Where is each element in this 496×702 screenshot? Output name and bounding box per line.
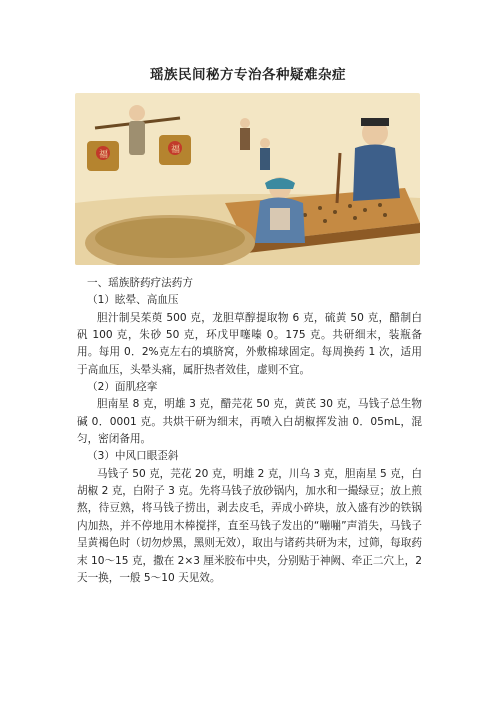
- subsection-heading: （2）面肌痉挛: [87, 381, 158, 394]
- sign-char-left: 福: [99, 150, 109, 160]
- body-paragraph: 胆南星 8 克，明雄 3 克，醋芫花 50 克，黄芪 30 克，马钱子总生物碱 0．0001 克。共烘干研为细末，再喷入白胡椒挥发油 0．05mL，混匀，密闭备用。: [77, 398, 422, 446]
- document-title: 瑶族民间秘方专治各种疑难杂症: [150, 67, 346, 83]
- subsection-heading: （3）中风口眼歪斜: [87, 450, 179, 463]
- illustration-image: [75, 93, 420, 265]
- section-heading: 一、瑶族脐药疗法药方: [87, 277, 193, 289]
- document-body: [77, 275, 422, 587]
- illustration-drawing: [75, 93, 420, 265]
- body-paragraph: 胆汁制吴茱萸 500 克，龙胆草醇提取物 6 克，硫黄 50 克，醋制白矾 100 克，朱砂 50 克，环戊甲噻嗪 0。175 克。共研细末，装瓶备用。每用 0．2%克左右的填脐窝，外敷棉球固定。每周换药 1 次，适用于高血压，头晕头痛，属肝热者效佳，虚则不宜。: [77, 311, 422, 376]
- sign-char-right: 福: [171, 145, 181, 155]
- body-paragraph: 马钱子 50 克，芫花 20 克，明雄 2 克，川乌 3 克，胆南星 5 克，白胡椒 2 克，白附子 3 克。先将马钱子放砂锅内，加水和一撮绿豆；放上煎熬，待豆熟，将马钱子捞出，剥去皮毛，弄成小碎块，放入盛有沙的铁锅内加热，并不停地用木棒搅拌，直至马钱子发出的“嘣嘣”声消失，马钱子呈黄褐色时（切勿炒黑，黑则无效），取出与诸药共研为末，过筛，每取药末 10～15 克，撒在 2×3 厘米胶布中央，分别贴于神阙、牵正二穴上，2 天一换，一般 5～10 天见效。: [77, 467, 422, 584]
- subsection-heading: （1）眩晕、高血压: [87, 294, 179, 307]
